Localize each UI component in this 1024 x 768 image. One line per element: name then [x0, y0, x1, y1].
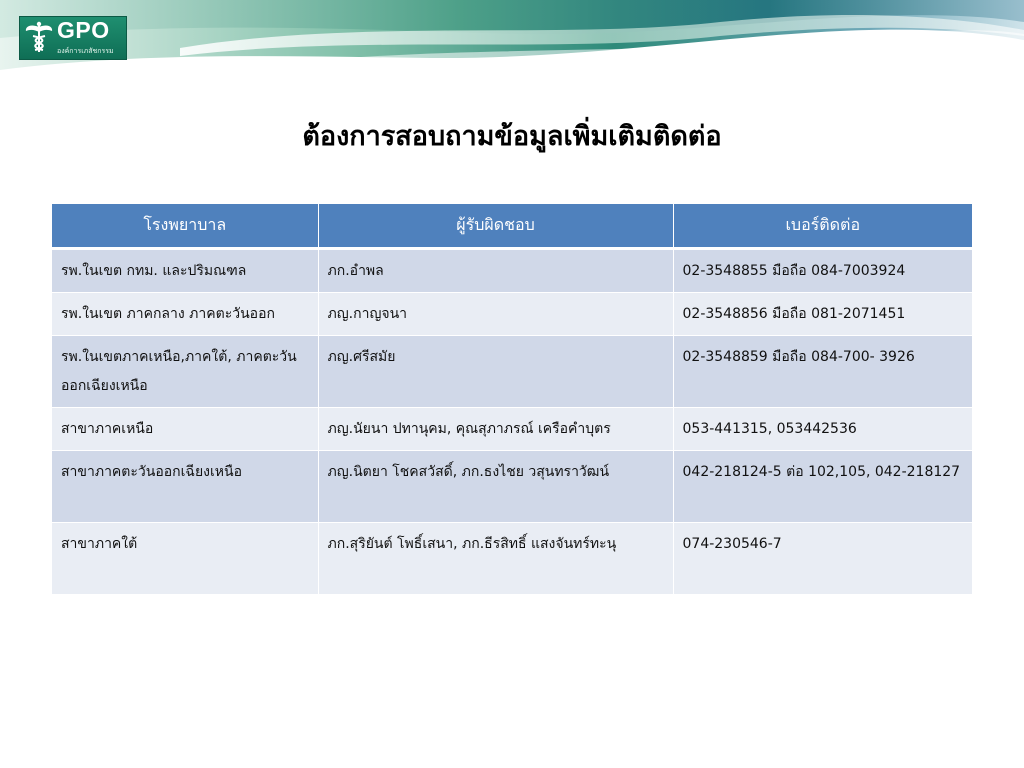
hospital-cell: สาขาภาคเหนือ: [52, 408, 318, 451]
table-header-row: [52, 204, 972, 249]
responsible-cell: ภก.สุริยันต์ โพธิ์เสนา, ภก.ธีรสิทธิ์ แสงจันทร์ทะนุ: [318, 523, 673, 595]
page-title: ต้องการสอบถามข้อมูลเพิ่มเติมติดต่อ: [302, 121, 722, 152]
hospital-cell: รพ.ในเขต กทม. และปริมณฑล: [52, 249, 318, 293]
hospital-cell: สาขาภาคใต้: [52, 523, 318, 595]
table-row: [52, 293, 972, 336]
phone-cell: 02-3548855 มือถือ 084-7003924: [673, 249, 972, 293]
responsible-cell: ภญ.นิตยา โชคสวัสดิ์, ภก.ธงไชย วสุนทราวัฒน์: [318, 451, 673, 523]
hospital-cell: สาขาภาคตะวันออกเฉียงเหนือ: [52, 451, 318, 523]
phone-cell: 042-218124-5 ต่อ 102,105, 042-218127: [673, 451, 972, 523]
logo-title: GPO: [57, 17, 110, 43]
table-row: [52, 336, 972, 408]
responsible-cell: ภญ.นัยนา ปทานุคม, คุณสุภาภรณ์ เครือคำบุตร: [318, 408, 673, 451]
phone-cell: 02-3548859 มือถือ 084-700- 3926: [673, 336, 972, 408]
table-row: [52, 408, 972, 451]
caduceus-icon: [23, 20, 55, 54]
table-row: [52, 451, 972, 523]
responsible-cell: ภญ.กาญจนา: [318, 293, 673, 336]
table-row: [52, 523, 972, 595]
banner-wave-graphic: [0, 0, 1024, 80]
column-header-hospital: โรงพยาบาล: [52, 204, 318, 249]
table-row: [52, 249, 972, 293]
responsible-cell: ภก.อำพล: [318, 249, 673, 293]
phone-cell: 074-230546-7: [673, 523, 972, 595]
gpo-logo: [19, 16, 127, 60]
phone-cell: 053-441315, 053442536: [673, 408, 972, 451]
phone-cell: 02-3548856 มือถือ 081-2071451: [673, 293, 972, 336]
hospital-cell: รพ.ในเขตภาคเหนือ,ภาคใต้, ภาคตะวันออกเฉียงเหนือ: [52, 336, 318, 408]
column-header-phone: เบอร์ติดต่อ: [673, 204, 972, 249]
contact-table: [52, 204, 972, 595]
hospital-cell: รพ.ในเขต ภาคกลาง ภาคตะวันออก: [52, 293, 318, 336]
responsible-cell: ภญ.ศรีสมัย: [318, 336, 673, 408]
logo-subtitle: องค์การเภสัชกรรม: [57, 47, 114, 55]
header-banner: [0, 0, 1024, 80]
column-header-responsible: ผู้รับผิดชอบ: [318, 204, 673, 249]
